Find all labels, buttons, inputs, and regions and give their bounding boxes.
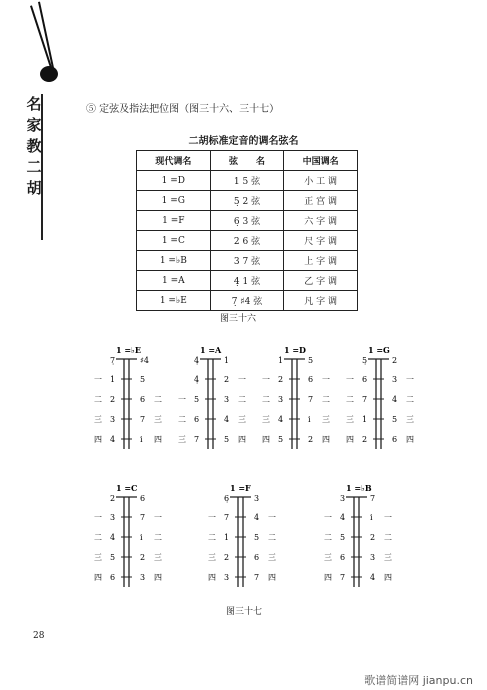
finger-label: 三 (268, 553, 276, 562)
table-cell: 1 5 弦 (210, 171, 284, 191)
finger-label: 二 (384, 533, 392, 542)
finger-label: 四 (154, 573, 162, 582)
finger-note: 4 (224, 415, 230, 424)
finger-note: 2 (362, 435, 368, 444)
finger-note: 3 (110, 513, 116, 522)
finger-label: 一 (154, 513, 162, 522)
finger-note: 7 (254, 573, 260, 582)
finger-label: 二 (154, 533, 162, 542)
finger-label: 三 (324, 553, 332, 562)
table-cell: 1 =♭E (137, 291, 211, 311)
finger-label: 三 (262, 415, 270, 424)
finger-note: 4 (254, 513, 260, 522)
finger-label: 四 (346, 435, 354, 444)
finger-note: 4 (392, 395, 398, 404)
finger-note: 1 (110, 375, 116, 384)
finger-label: 一 (178, 395, 186, 404)
table-header: 中国调名 (284, 151, 358, 171)
open-string-note: 7 (370, 494, 376, 503)
finger-label: 一 (322, 375, 330, 384)
finger-label: 三 (322, 415, 330, 424)
finger-label: 一 (406, 375, 414, 384)
finger-label: 四 (94, 573, 102, 582)
finger-note: i (308, 415, 311, 424)
finger-note: 6 (392, 435, 398, 444)
open-string-note: 2 (110, 494, 116, 503)
diagram-key-label: 1 =♭B (346, 483, 372, 493)
finger-note: 5 (140, 375, 146, 384)
finger-note: 2 (224, 375, 230, 384)
diagram-key-label: 1 =F (230, 483, 251, 493)
finger-note: 5 (254, 533, 260, 542)
finger-note: 3 (224, 395, 230, 404)
finger-note: 2 (278, 375, 284, 384)
finger-note: 7 (362, 395, 368, 404)
finger-note: i (140, 533, 143, 542)
open-string-note: 6 (140, 494, 146, 503)
table-cell: 1 =G (137, 191, 211, 211)
open-string-note: 7̣ (110, 356, 116, 365)
finger-note: 2 (140, 553, 146, 562)
finger-label: 二 (208, 533, 216, 542)
diagram-key-label: 1 =♭E (116, 345, 141, 355)
finger-note: 5 (194, 395, 200, 404)
finger-label: 三 (94, 415, 102, 424)
finger-label: 三 (208, 553, 216, 562)
finger-label: 四 (262, 435, 270, 444)
finger-label: 三 (238, 415, 246, 424)
finger-note: 5 (110, 553, 116, 562)
finger-note: 4 (340, 513, 346, 522)
finger-label: 一 (346, 375, 354, 384)
table-cell: 尺 字 调 (284, 231, 358, 251)
open-string-note: 5̣ (362, 356, 368, 365)
finger-note: 3 (140, 573, 146, 582)
finger-note: 7 (308, 395, 314, 404)
finger-note: 6 (254, 553, 260, 562)
finger-note: 6 (340, 553, 346, 562)
finger-note: 3 (278, 395, 284, 404)
finger-label: 二 (262, 395, 270, 404)
table-header: 弦 名 (210, 151, 284, 171)
section-heading: ⑤ 定弦及指法把位图（图三十六、三十七） (86, 104, 280, 115)
open-string-note: 3 (254, 494, 260, 503)
diagram-key-label: 1 =D (284, 345, 306, 355)
table-cell: 1 =D (137, 171, 211, 191)
finger-note: 4 (110, 435, 116, 444)
title-char: 胡 (26, 179, 42, 197)
table-cell: 凡 字 调 (284, 291, 358, 311)
watermark-text: 歌谱简谱网 jianpu.cn (364, 674, 473, 687)
finger-label: 二 (154, 395, 162, 404)
open-string-note: 1 (224, 356, 230, 365)
open-string-note: 6̣ (224, 494, 230, 503)
table-cell: 1 =C (137, 231, 211, 251)
finger-label: 三 (406, 415, 414, 424)
finger-note: 1 (362, 415, 368, 424)
finger-note: 2 (224, 553, 230, 562)
finger-note: 2 (110, 395, 116, 404)
open-string-note: 3 (340, 494, 346, 503)
title-char: 二 (26, 158, 42, 176)
table-cell: 上 字 调 (284, 251, 358, 271)
table-cell: 六 字 调 (284, 211, 358, 231)
finger-label: 二 (346, 395, 354, 404)
open-string-note: 4̣ (194, 356, 200, 365)
finger-note: i (370, 513, 373, 522)
table-cell: 1 =♭B (137, 251, 211, 271)
finger-label: 三 (154, 415, 162, 424)
finger-note: 4 (278, 415, 284, 424)
open-string-note: 5 (308, 356, 314, 365)
open-string-note: 1 (278, 356, 284, 365)
finger-note: 3 (110, 415, 116, 424)
finger-note: 4 (110, 533, 116, 542)
finger-label: 二 (268, 533, 276, 542)
finger-label: 二 (94, 395, 102, 404)
table-cell: 4̣ 1 弦 (210, 271, 284, 291)
diagram-key-label: 1 =C (116, 483, 138, 493)
table-cell: 6̣ 3 弦 (210, 211, 284, 231)
finger-label: 一 (208, 513, 216, 522)
finger-label: 四 (238, 435, 246, 444)
table-cell: 2 6 弦 (210, 231, 284, 251)
finger-note: 6 (140, 395, 146, 404)
finger-note: 6 (110, 573, 116, 582)
table-cell: 3 7 弦 (210, 251, 284, 271)
table-cell: 正 宫 调 (284, 191, 358, 211)
finger-note: 4 (370, 573, 376, 582)
figure-36-caption: 图三十六 (220, 314, 257, 324)
finger-note: 2 (370, 533, 376, 542)
finger-note: 2 (308, 435, 314, 444)
finger-label: 三 (384, 553, 392, 562)
finger-note: 7 (140, 415, 146, 424)
finger-note: 5 (392, 415, 398, 424)
finger-note: 7 (194, 435, 200, 444)
open-string-note: ♯4 (140, 356, 149, 365)
title-char: 教 (26, 137, 42, 155)
finger-note: 5 (224, 435, 230, 444)
title-char: 家 (26, 116, 42, 134)
finger-note: 3 (392, 375, 398, 384)
finger-label: 四 (406, 435, 414, 444)
finger-label: 一 (384, 513, 392, 522)
table-cell: 5̣ 2 弦 (210, 191, 284, 211)
table-cell: 7̣ ♯4 弦 (210, 291, 284, 311)
finger-note: 6 (362, 375, 368, 384)
finger-label: 一 (268, 513, 276, 522)
table-title: 二胡标准定音的调名弦名 (188, 136, 299, 147)
diagram-key-label: 1 =G (368, 345, 390, 355)
finger-label: 二 (238, 395, 246, 404)
finger-label: 四 (154, 435, 162, 444)
finger-note: 5 (278, 435, 284, 444)
finger-note: 7 (140, 513, 146, 522)
finger-note: 4̣ (194, 375, 200, 384)
finger-label: 一 (262, 375, 270, 384)
finger-note: 3 (224, 573, 230, 582)
finger-label: 四 (94, 435, 102, 444)
finger-label: 三 (346, 415, 354, 424)
table-header: 现代调名 (137, 151, 211, 171)
finger-label: 三 (178, 435, 186, 444)
finger-note: 1 (224, 533, 230, 542)
finger-label: 四 (384, 573, 392, 582)
finger-note: 7 (340, 573, 346, 582)
finger-label: 一 (324, 513, 332, 522)
finger-note: i (140, 435, 143, 444)
table-cell: 小 工 调 (284, 171, 358, 191)
figure-37-caption: 图三十七 (226, 607, 263, 617)
finger-label: 二 (406, 395, 414, 404)
finger-label: 一 (94, 375, 102, 384)
diagram-key-label: 1 =A (200, 345, 222, 355)
finger-label: 二 (178, 415, 186, 424)
finger-label: 四 (208, 573, 216, 582)
finger-label: 二 (322, 395, 330, 404)
finger-label: 二 (324, 533, 332, 542)
finger-note: 6 (308, 375, 314, 384)
finger-note: 5 (340, 533, 346, 542)
finger-label: 四 (322, 435, 330, 444)
table-cell: 1 =A (137, 271, 211, 291)
finger-note: 6 (194, 415, 200, 424)
finger-label: 三 (154, 553, 162, 562)
title-char: 名 (26, 95, 42, 113)
finger-label: 一 (94, 513, 102, 522)
table-cell: 乙 字 调 (284, 271, 358, 291)
page-number: 28 (33, 631, 45, 641)
finger-label: 一 (238, 375, 246, 384)
finger-label: 三 (94, 553, 102, 562)
finger-note: 7 (224, 513, 230, 522)
table-cell: 1 =F (137, 211, 211, 231)
finger-label: 二 (94, 533, 102, 542)
finger-label: 四 (268, 573, 276, 582)
finger-note: 3 (370, 553, 376, 562)
finger-label: 四 (324, 573, 332, 582)
open-string-note: 2 (392, 356, 398, 365)
